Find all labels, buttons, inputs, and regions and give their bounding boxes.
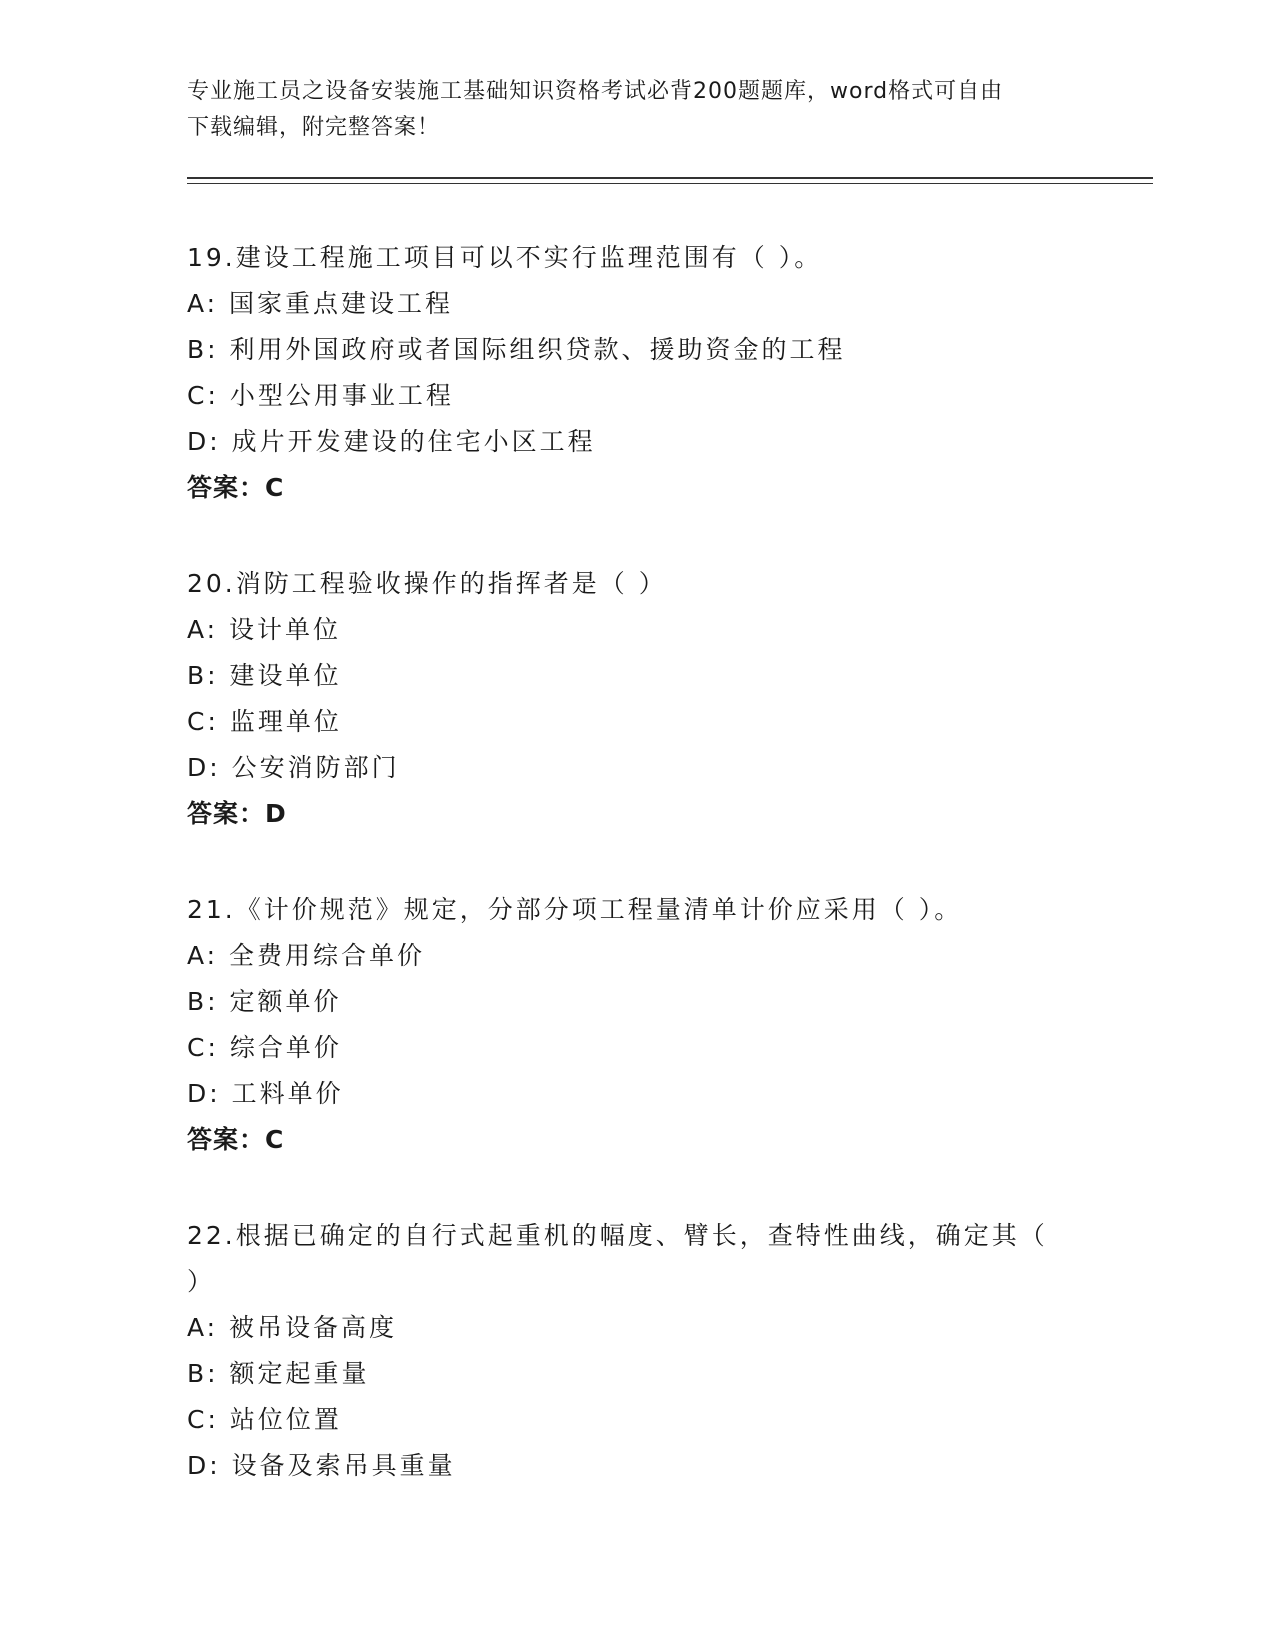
question-22 [187,1213,1087,1489]
header-divider-thick [187,177,1153,179]
header-line-1: 专业施工员之设备安装施工基础知识资格考试必背200题题库，word格式可自由 [187,79,1004,104]
option-c: C: 小型公用事业工程 [187,381,454,410]
option-b: B: 建设单位 [187,661,342,690]
question-list [187,235,1087,1539]
option-d: D: 成片开发建设的住宅小区工程 [187,427,596,456]
question-stem: 19.建设工程施工项目可以不实行监理范围有（ ）。 [187,243,823,272]
option-d: D: 公安消防部门 [187,753,400,782]
option-a: A: 全费用综合单价 [187,941,426,970]
option-b: B: 定额单价 [187,987,342,1016]
option-a: A: 设计单位 [187,615,342,644]
question-21 [187,887,1087,1163]
document-header [187,74,1087,146]
answer: 答案：D [187,799,287,828]
question-stem: 21.《计价规范》规定，分部分项工程量清单计价应采用（ ）。 [187,895,963,924]
option-c: C: 综合单价 [187,1033,342,1062]
option-c: C: 监理单位 [187,707,342,736]
option-c: C: 站位位置 [187,1405,342,1434]
option-b: B: 利用外国政府或者国际组织贷款、援助资金的工程 [187,335,846,364]
header-divider-thin [187,183,1153,184]
option-a: A: 国家重点建设工程 [187,289,454,318]
option-d: D: 设备及索吊具重量 [187,1451,456,1480]
option-d: D: 工料单价 [187,1079,344,1108]
question-stem: 20.消防工程验收操作的指挥者是（ ） [187,569,667,598]
question-stem-line-1: 22.根据已确定的自行式起重机的幅度、臂长，查特性曲线，确定其（ [187,1221,1048,1250]
header-line-2: 下载编辑，附完整答案！ [187,115,441,140]
question-stem-line-2: ） [187,1267,216,1296]
question-20 [187,561,1087,837]
option-b: B: 额定起重量 [187,1359,370,1388]
option-a: A: 被吊设备高度 [187,1313,398,1342]
answer: 答案：C [187,1125,285,1154]
answer: 答案：C [187,473,285,502]
question-19 [187,235,1087,511]
